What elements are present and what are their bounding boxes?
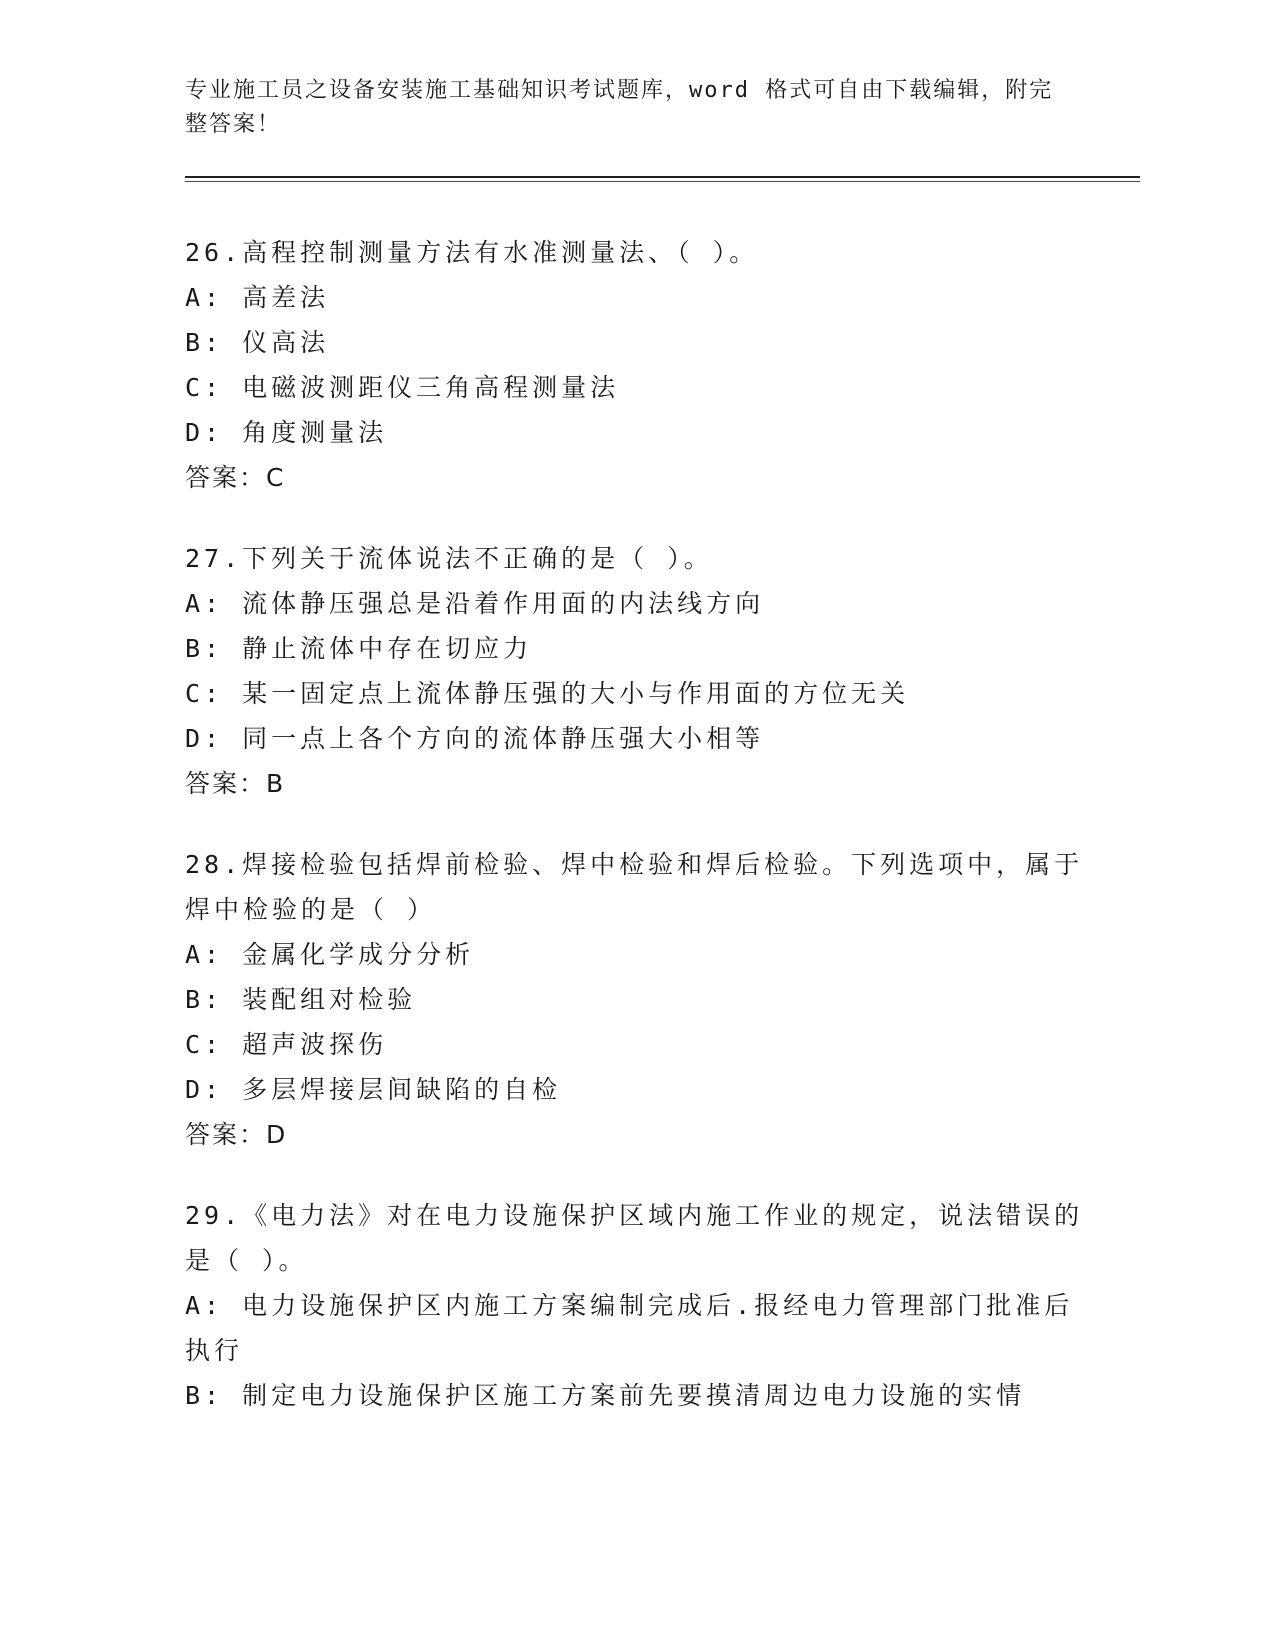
option-a-continued: 执行 <box>185 1336 244 1365</box>
question-text-continued: 焊中检验的是（ ） <box>185 895 437 924</box>
option-a: A: 流体静压强总是沿着作用面的内法线方向 <box>185 589 765 618</box>
question-text: 29.《电力法》对在电力设施保护区域内施工作业的规定，说法错误的 <box>185 1201 1084 1230</box>
question-text: 27.下列关于流体说法不正确的是（ ）。 <box>185 544 713 573</box>
answer: 答案：D <box>185 1120 288 1149</box>
question-26 <box>185 230 1085 500</box>
option-d: D: 多层焊接层间缺陷的自检 <box>185 1075 562 1104</box>
question-text: 28.焊接检验包括焊前检验、焊中检验和焊后检验。下列选项中，属于 <box>185 850 1084 879</box>
option-a: A: 金属化学成分分析 <box>185 940 475 969</box>
question-29 <box>185 1193 1085 1418</box>
answer: 答案：B <box>185 769 286 798</box>
header-line-1: 专业施工员之设备安装施工基础知识考试题库，word 格式可自由下载编辑，附完 <box>185 78 1054 103</box>
option-b: B: 仪高法 <box>185 328 330 357</box>
answer: 答案：C <box>185 463 286 492</box>
option-a: A: 电力设施保护区内施工方案编制完成后.报经电力管理部门批准后 <box>185 1291 1074 1320</box>
option-c: C: 电磁波测距仪三角高程测量法 <box>185 373 620 402</box>
question-28 <box>185 842 1085 1157</box>
document-header <box>185 74 1065 142</box>
header-divider-thick <box>185 176 1140 178</box>
option-d: D: 同一点上各个方向的流体静压强大小相等 <box>185 724 765 753</box>
option-b: B: 装配组对检验 <box>185 985 417 1014</box>
option-b: B: 制定电力设施保护区施工方案前先要摸清周边电力设施的实情 <box>185 1381 1026 1410</box>
question-27 <box>185 536 1085 806</box>
question-list <box>185 230 1085 1454</box>
header-divider-thin <box>185 181 1140 182</box>
question-text-continued: 是（ ）。 <box>185 1246 308 1275</box>
option-d: D: 角度测量法 <box>185 418 388 447</box>
header-line-2: 整答案！ <box>185 112 282 137</box>
option-c: C: 某一固定点上流体静压强的大小与作用面的方位无关 <box>185 679 910 708</box>
option-a: A: 高差法 <box>185 283 330 312</box>
question-text: 26.高程控制测量方法有水准测量法、（ ）。 <box>185 238 759 267</box>
option-c: C: 超声波探伤 <box>185 1030 388 1059</box>
option-b: B: 静止流体中存在切应力 <box>185 634 533 663</box>
